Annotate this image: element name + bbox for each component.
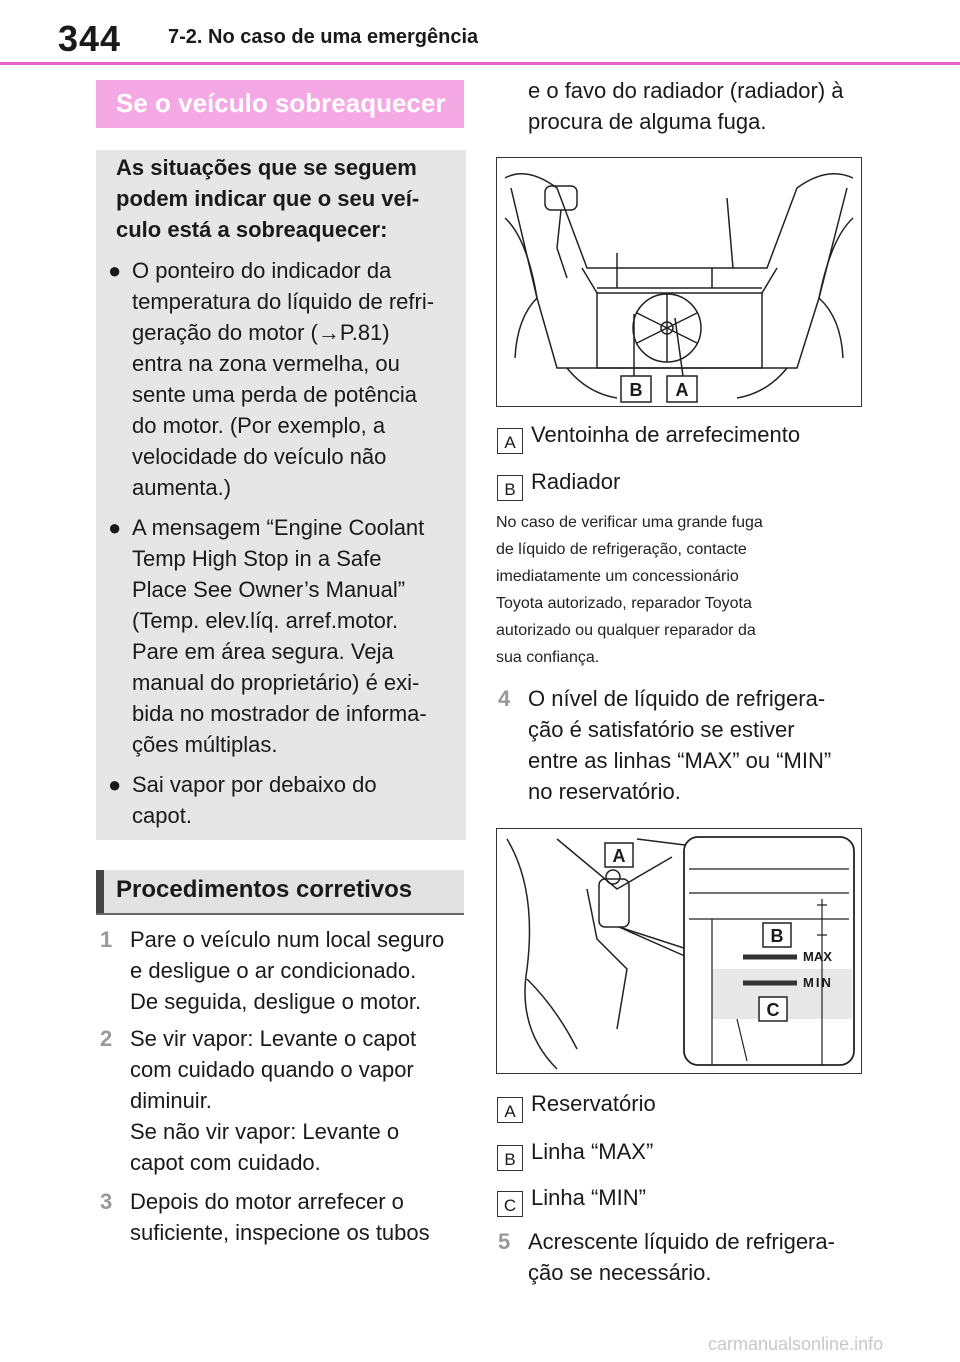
section-heading-overheat: Se o veículo sobreaquecer [96, 80, 464, 128]
bullet-dot-icon: ● [108, 258, 122, 283]
step-4: 4 O nível de líquido de refrigera- ção é satisfatório se estiver entre as linhas “MAX” ou “MIN” no reservatório. [498, 686, 832, 804]
reservoir-illustration [496, 828, 862, 1074]
step-3: 3 Depois do motor arrefecer o suficiente, inspecione os tubos [100, 1189, 430, 1245]
callout-b: B [770, 926, 784, 946]
engine-bay-illustration [496, 157, 862, 407]
callout-b: B [629, 380, 643, 400]
min-line-label: MIN [803, 975, 833, 990]
step-1: 1 Pare o veículo num local seguro e desligue o ar condicionado. De seguida, desligue o motor. [100, 927, 445, 1014]
bullet-item: ● O ponteiro do indicador da temperatura do líquido de refri- geração do motor (→P.81) entra na zona vermelha, ou sente uma perda de potência do motor. (Por exemplo, a velocidade do veículo não aumenta.) [108, 255, 458, 503]
legend-item: B Linha “MAX” [497, 1137, 857, 1167]
max-line-label: MAX [803, 949, 832, 964]
step-5: 5 Acrescente líquido de refrigera- ção se necessário. [498, 1229, 835, 1285]
bullet-dot-icon: ● [108, 772, 122, 797]
legend-key: B [497, 1145, 523, 1171]
legend-key: B [497, 475, 523, 501]
legend-item: B Radiador [497, 467, 857, 497]
bullet-dot-icon: ● [108, 515, 122, 540]
legend-item: C Linha “MIN” [497, 1183, 857, 1213]
intro-text: As situações que se seguem podem indicar que o seu veí- culo está a sobreaquecer: [116, 155, 420, 242]
legend-item: A Reservatório [497, 1089, 857, 1119]
watermark: carmanualsonline.info [708, 1334, 884, 1354]
legend-key: C [497, 1191, 523, 1217]
bullet-item: ● Sai vapor por debaixo do capot. [108, 769, 458, 831]
heading-rule [96, 913, 464, 915]
page-number: 344 [58, 18, 122, 59]
callout-c: C [766, 1000, 780, 1020]
legend-key: A [497, 428, 523, 454]
header-rule [0, 62, 960, 65]
chapter-title: 7-2. No caso de uma emergência [168, 26, 479, 48]
callout-a: A [675, 380, 689, 400]
engine-bay-drawing [497, 158, 861, 406]
step-2: 2 Se vir vapor: Levante o capot com cuidado quando o vapor diminuir. Se não vir vapor: Levante o capot com cuidado. [100, 1026, 417, 1175]
callout-a: A [612, 846, 626, 866]
legend-key: A [497, 1097, 523, 1123]
step-3-continued: e o favo do radiador (radiador) à procura de alguma fuga. [528, 78, 844, 134]
section-heading-procedures: Procedimentos corretivos [96, 870, 464, 914]
leak-warning-note: No caso de verificar uma grande fuga de líquido de refrigeração, contacte imediatamente um concessionário Toyota autorizado, reparador Toyota autorizado ou qualquer reparador da sua confiança. [496, 514, 763, 666]
legend-item: A Ventoinha de arrefecimento [497, 420, 857, 450]
bullet-item: ● A mensagem “Engine Coolant Temp High Stop in a Safe Place See Owner’s Manual” (Temp. elev.líq. arref.motor. Pare em área segura. Veja manual do proprietário) é exi- bida no mostrador de informa- ções múltiplas. [108, 512, 458, 760]
